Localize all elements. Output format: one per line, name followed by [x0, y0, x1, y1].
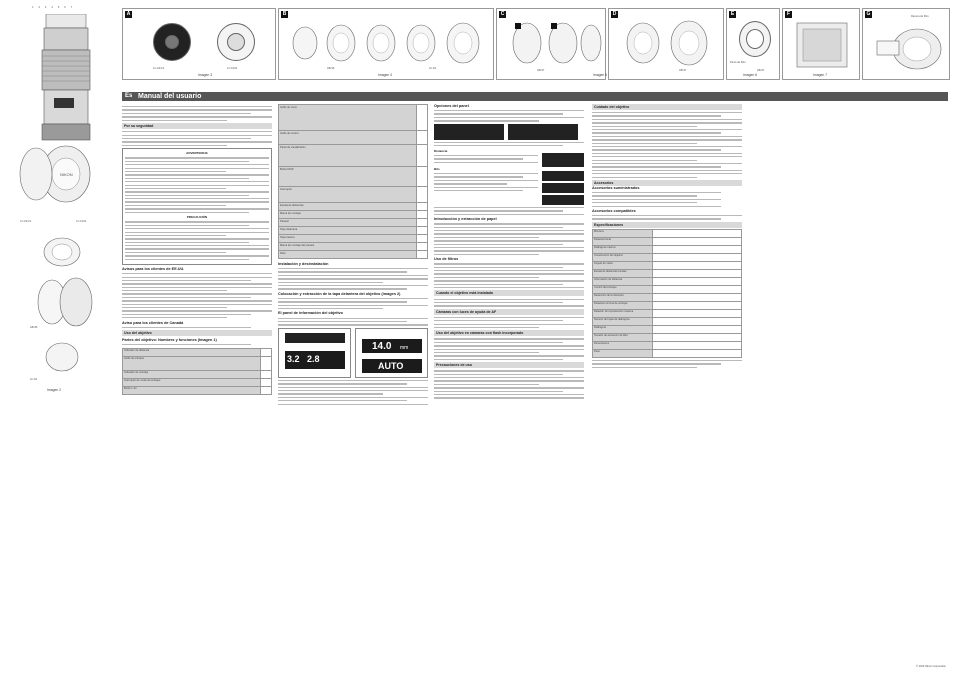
figure-panel-f [782, 8, 860, 80]
language-badge: Es [125, 93, 133, 99]
spec-label: Tamaño de accesorio de filtro [593, 333, 653, 341]
figure-label: Ranura de filtro [911, 15, 929, 18]
figure-label: Pieza de filtro [730, 61, 746, 64]
column-2 [278, 104, 428, 407]
spec-label: Relación de reproducción máxima [593, 309, 653, 317]
column-1 [122, 104, 272, 395]
table-cell: Panel de visualización [279, 145, 417, 167]
figure-panel-a [122, 8, 276, 80]
section-heading: Partes del objetivo: Nombres y funciones (Imagen 1) [122, 338, 217, 343]
spec-label: Montura [593, 229, 653, 237]
table-cell: Marca de montaje [279, 211, 417, 219]
table-cell: Filtro [279, 251, 417, 259]
section-heading: Colocación y extracción de la tapa delantera del objetivo (Imagen 2) [278, 291, 401, 296]
parts-table-continued [278, 104, 428, 259]
table-cell: Indicador de distancia [123, 348, 261, 356]
spec-label: Construcción del objetivo [593, 253, 653, 261]
section-heading: Uso del objetivo en cámaras con flash incorporado [434, 330, 584, 336]
lens-side-illustration [14, 14, 114, 234]
table-cell: Interruptor de modo de enfoque [123, 378, 261, 386]
spec-label: Distancia mínima de enfoque [593, 301, 653, 309]
section-heading: Instalación y desinstalación [278, 262, 329, 266]
focal-length-value: 14.0 [372, 340, 392, 352]
figure-imagen-1 [6, 6, 114, 391]
caption-imagen-1: Imagen 2 [46, 388, 62, 392]
table-cell: Botón L-Fn [123, 386, 261, 394]
warning-box [122, 148, 272, 265]
section-heading: Precauciones de uso [434, 362, 584, 368]
table-cell: Interruptor [279, 187, 417, 203]
section-heading: Avisos para los clientes de EE.UU. [122, 267, 185, 272]
figure-label: HB-97 [757, 69, 765, 72]
part-number: 5 [57, 6, 60, 9]
auto-mode-value: AUTO [378, 360, 404, 371]
copyright-footer: © 2023 Nikon Corporation [915, 665, 946, 668]
table-cell: Marca de montaje del parasol [279, 243, 417, 251]
section-heading: Cámaras con luces de ayuda de AF [434, 309, 584, 315]
filter-label: LF-N1 [30, 378, 38, 381]
aperture-value: 2.8 [307, 353, 320, 364]
svg-text:NIKON: NIKON [60, 172, 73, 177]
lens-label-cap-rear: LC-K104 [76, 220, 87, 223]
figure-label: HB-97 [679, 69, 687, 72]
section-heading: Aviso para los clientes de Canadá [122, 320, 184, 325]
section-heading: Introducción y extracción de papel [434, 217, 497, 222]
figure-badge: D [612, 11, 617, 17]
spec-label: Diafragma máximo [593, 245, 653, 253]
caption-imagen-4: Imagen 5 [592, 73, 608, 77]
spec-label: Distancia focal [593, 237, 653, 245]
part-number: 7 [70, 6, 73, 9]
figure-badge: B [282, 11, 287, 17]
figure-label: HB-97 [537, 69, 545, 72]
caption-imagen-2: Imagen 3 [197, 73, 213, 77]
section-heading: Accesorios [592, 180, 742, 186]
caption-imagen-6: Imagen 7 [812, 73, 828, 77]
figure-badge: G [866, 11, 871, 17]
section-heading: Accesorios suministrados [592, 185, 640, 190]
column-3 [434, 104, 584, 401]
figure-panel-d [608, 8, 724, 80]
part-number: 1 [32, 6, 34, 9]
caution-heading: PRECAUCIÓN [186, 215, 208, 220]
focal-length-unit: mm [400, 344, 409, 351]
section-heading: Cuando el objetivo está instalado [434, 290, 584, 296]
caption-imagen-3: Imagen 4 [377, 73, 393, 77]
mode-label: Distancia [434, 148, 448, 153]
spec-label: Control del enfoque [593, 285, 653, 293]
part-number-row [32, 6, 112, 9]
figure-badge: A [126, 11, 131, 17]
figure-badge: E [730, 11, 735, 17]
table-cell: Anillo de control [279, 131, 417, 145]
section-heading: Cuidado del objetivo [592, 104, 742, 110]
aperture-value: 3.2 [287, 353, 300, 364]
lens-label-cap-front: LC-Z24-S [20, 220, 32, 223]
section-heading: Por su seguridad [122, 123, 272, 129]
warning-heading: ADVERTENCIA [186, 151, 208, 156]
hood-illustration [16, 232, 112, 382]
spec-label: Número de hojas de diafragma [593, 317, 653, 325]
table-cell: Anillo de enfoque [123, 356, 261, 370]
figure-label: HB-96 [327, 67, 335, 70]
section-heading: Opciones del panel [434, 104, 469, 108]
section-heading: El panel de información del objetivo [278, 311, 343, 316]
spec-label: Dimensiones [593, 341, 653, 349]
table-cell: Tapa delantera [279, 227, 417, 235]
manual-title: Manual del usuario [138, 92, 202, 100]
figure-label: LF-N1 [429, 67, 437, 70]
display-scale-diagram [278, 328, 351, 378]
spec-label: Escala de distancias focales [593, 269, 653, 277]
spec-table [592, 229, 742, 358]
manual-title-bar [122, 92, 948, 101]
display-focal-diagram [355, 328, 428, 378]
section-heading: Especificaciones [592, 222, 742, 228]
table-cell: Parasol [279, 219, 417, 227]
part-number: 2 [38, 6, 40, 9]
figure-panel-b [278, 8, 494, 80]
part-number: 4 [51, 6, 53, 9]
section-heading: Accesorios compatibles [592, 208, 636, 213]
parts-table [122, 348, 272, 395]
figure-panel-c [496, 8, 606, 80]
mode-label: Bits [434, 166, 440, 171]
table-cell: Indicador de montaje [123, 370, 261, 378]
spec-label: Ángulo de visión [593, 261, 653, 269]
table-cell: Anillo de zoom [279, 105, 417, 131]
hood-label: HB-96 [30, 326, 38, 329]
figure-panel-g [862, 8, 950, 80]
section-heading: Uso de filtros [434, 257, 459, 262]
figure-label: LC-K104 [227, 67, 238, 70]
spec-label: Diafragma [593, 325, 653, 333]
column-4 [592, 104, 742, 370]
spec-label: Peso [593, 349, 653, 357]
figure-panel-e [726, 8, 780, 80]
panel-options-diagram [434, 124, 584, 140]
figure-label: LC-Z24-S [153, 67, 165, 70]
figure-badge: F [786, 11, 791, 17]
section-heading: Uso del objetivo [122, 330, 272, 336]
spec-label: Información de distancia [593, 277, 653, 285]
part-number: 6 [64, 6, 66, 9]
figure-badge: C [500, 11, 505, 17]
caption-imagen-5: Imagen 6 [742, 73, 758, 77]
spec-label: Reducción de la vibración [593, 293, 653, 301]
table-cell: Tapa trasera [279, 235, 417, 243]
part-number: 3 [44, 6, 47, 9]
table-cell: Escala de distancias [279, 203, 417, 211]
table-cell: Botón DISP [279, 167, 417, 187]
